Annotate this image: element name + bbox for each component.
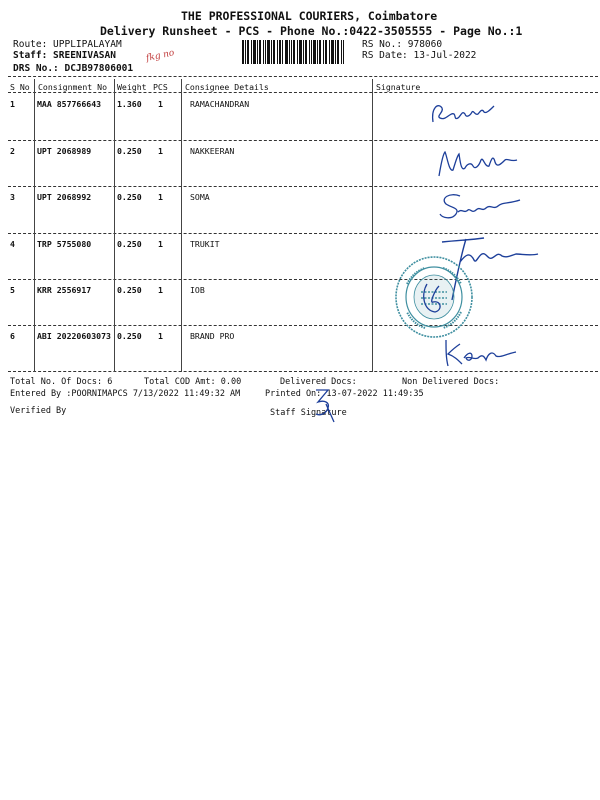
- row-weight: 0.250: [117, 192, 142, 202]
- signature-row-6: [440, 336, 530, 368]
- row-consignee: NAKKEERAN: [190, 146, 235, 156]
- row-pcs: 1: [158, 99, 163, 109]
- staff-signature-mark: [310, 386, 340, 424]
- col-header-sno: S No: [10, 82, 30, 92]
- row-weight: 0.250: [117, 331, 142, 341]
- col-header-consignee: Consignee Details: [185, 82, 269, 92]
- table-header-rule: [8, 92, 598, 93]
- row-pcs: 1: [158, 285, 163, 295]
- runsheet-subtitle: Delivery Runsheet - PCS - Phone No.:0422-3505555 - Page No.:1: [100, 24, 523, 38]
- rs-date: RS Date: 13-Jul-2022: [362, 50, 477, 61]
- row-consignee: RAMACHANDRAN: [190, 99, 250, 109]
- row-pcs: 1: [158, 239, 163, 249]
- handwritten-note: fkg no: [145, 48, 176, 64]
- column-line: [114, 79, 115, 372]
- signature-row-1: [428, 94, 508, 128]
- rs-number: RS No.: 978060: [362, 39, 443, 50]
- signature-row-2: [435, 146, 525, 180]
- total-cod: Total COD Amt: 0.00: [144, 377, 242, 387]
- non-delivered-docs: Non Delivered Docs:: [402, 377, 500, 387]
- col-header-consignment: Consignment No: [38, 82, 108, 92]
- row-divider: [8, 325, 598, 326]
- row-consignee: IOB: [190, 285, 205, 295]
- row-sno: 2: [10, 146, 15, 156]
- total-docs: Total No. Of Docs: 6: [10, 377, 113, 387]
- row-pcs: 1: [158, 146, 163, 156]
- table-bottom-rule: [8, 371, 598, 372]
- col-header-signature: Signature: [376, 82, 421, 92]
- verified-by: Verified By: [10, 406, 67, 416]
- row-consignee: BRAND PRO: [190, 331, 235, 341]
- row-sno: 6: [10, 331, 15, 341]
- row-weight: 0.250: [117, 285, 142, 295]
- col-header-weight: Weight: [117, 82, 147, 92]
- signature-row-3: [436, 190, 526, 224]
- col-header-pcs: PCS: [153, 82, 168, 92]
- row-pcs: 1: [158, 192, 163, 202]
- row-weight: 1.360: [117, 99, 142, 109]
- route-label: Route: UPPLIPALAYAM: [13, 39, 122, 50]
- row-consignment: TRP 5755080: [37, 239, 92, 249]
- staff-signature: Staff Signature: [270, 408, 347, 418]
- row-sno: 5: [10, 285, 15, 295]
- row-sno: 1: [10, 99, 15, 109]
- company-stamp: [393, 254, 475, 340]
- table-top-rule: [8, 76, 598, 77]
- staff-label: Staff: SREENIVASAN: [13, 50, 116, 61]
- row-consignment: MAA 857766643: [37, 99, 102, 109]
- company-title: THE PROFESSIONAL COURIERS, Coimbatore: [181, 9, 438, 23]
- delivered-docs: Delivered Docs:: [280, 377, 357, 387]
- column-line: [34, 79, 35, 372]
- row-consignment: ABI 20220603073: [37, 331, 111, 341]
- drs-number: DRS No.: DCJB97806001: [13, 63, 134, 74]
- barcode: [242, 40, 344, 64]
- column-line: [372, 79, 373, 372]
- row-divider: [8, 186, 598, 187]
- row-sno: 4: [10, 239, 15, 249]
- row-divider: [8, 140, 598, 141]
- printed-on: Printed On: 13-07-2022 11:49:35: [265, 389, 424, 399]
- row-weight: 0.250: [117, 239, 142, 249]
- row-consignee: SOMA: [190, 192, 210, 202]
- row-consignee: TRUKIT: [190, 239, 220, 249]
- row-pcs: 1: [158, 331, 163, 341]
- row-consignment: UPT 2068992: [37, 192, 92, 202]
- column-line: [181, 79, 182, 372]
- entered-by: Entered By :POORNIMAPCS 7/13/2022 11:49:32 AM: [10, 389, 241, 399]
- row-consignment: UPT 2068989: [37, 146, 92, 156]
- row-sno: 3: [10, 192, 15, 202]
- row-weight: 0.250: [117, 146, 142, 156]
- row-consignment: KRR 2556917: [37, 285, 92, 295]
